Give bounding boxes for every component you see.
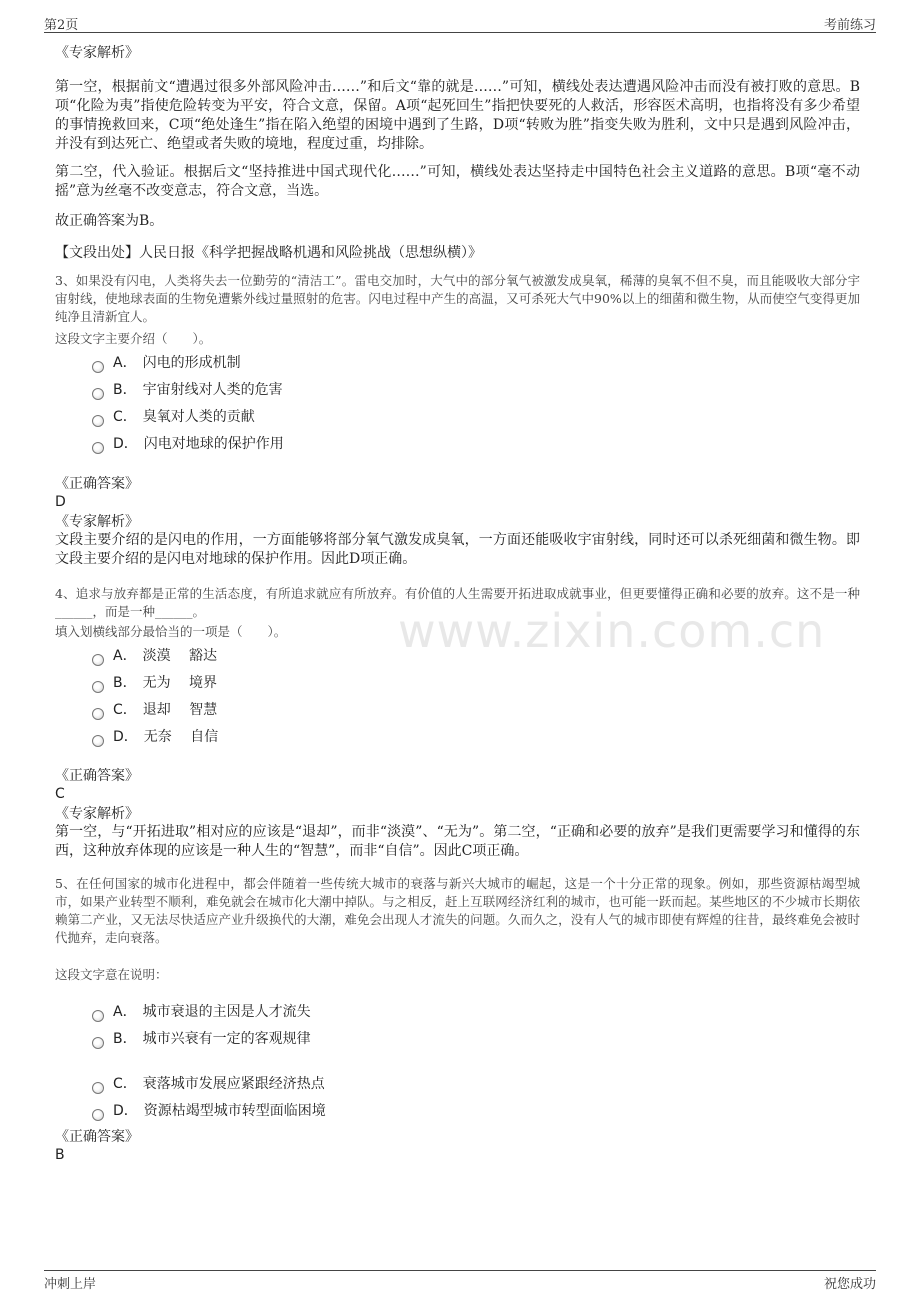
q4-option-d[interactable]: D． 无奈 自信: [92, 726, 218, 746]
footer-left-text: 冲刺上岸: [44, 1277, 97, 1292]
q5-answer: B: [55, 1147, 65, 1163]
q4-answer: C: [55, 786, 65, 802]
q3-option-d[interactable]: D． 闪电对地球的保护作用: [92, 433, 284, 453]
radio-icon[interactable]: [92, 708, 104, 720]
q5-option-a[interactable]: A． 城市衰退的主因是人才流失: [92, 1001, 311, 1021]
expert-analysis-label: 《专家解析》: [55, 806, 139, 822]
q4-option-b[interactable]: B． 无为 境界: [92, 672, 217, 692]
q3-answer: D: [55, 494, 66, 510]
footer-right-text: 祝您成功: [823, 1277, 876, 1292]
q3-option-b[interactable]: B． 宇宙射线对人类的危害: [92, 379, 283, 399]
radio-icon[interactable]: [92, 735, 104, 747]
correct-answer-label: 《正确答案》: [55, 476, 139, 492]
q3-stem: 3、如果没有闪电，人类将失去一位勤劳的“清洁工”。雷电交加时，大气中的部分氧气被激发成臭氧，稀薄的臭氧不但不臭，而且能吸收大部分宇宙射线，使地球表面的生物免遭紫外线过量照射的危害。闪电过程中产生的高温，又可杀死大气中90%以上的细菌和微生物，从而使空气变得更加纯净且清新宜人。: [55, 273, 860, 324]
page-header: [44, 10, 876, 33]
q3-option-c[interactable]: C． 臭氧对人类的贡献: [92, 406, 255, 426]
radio-icon[interactable]: [92, 681, 104, 693]
expert-analysis-label: 《专家解析》: [55, 514, 139, 530]
q4-option-c[interactable]: C． 退却 智慧: [92, 699, 217, 719]
radio-icon[interactable]: [92, 1010, 104, 1022]
radio-icon[interactable]: [92, 388, 104, 400]
q5-stem: 5、在任何国家的城市化进程中，都会伴随着一些传统大城市的衰落与新兴大城市的崛起，这是一个十分正常的现象。例如，那些资源枯竭型城市，如果产业转型不顺利，难免就会在城市化大潮中掉队。与之相反，赶上互联网经济红利的城市，也可能一跃而起。某些地区的不少城市长期依赖第二产业，又无法尽快适应产业升级换代的大潮，难免会出现人才流失的问题。久而久之，没有人气的城市即使有辉煌的往昔，最终难免会被时代抛弃，走向衰落。: [55, 876, 860, 945]
q4-option-a[interactable]: A． 淡漠 豁达: [92, 645, 217, 665]
q5-option-d[interactable]: D． 资源枯竭型城市转型面临困境: [92, 1100, 326, 1120]
radio-icon[interactable]: [92, 1109, 104, 1121]
q3-prompt: 这段文字主要介绍（ ）。: [55, 331, 212, 346]
header-title: 考前练习: [823, 18, 876, 33]
expert-analysis-label: 《专家解析》: [55, 45, 139, 61]
watermark: www.zixin.com.cn: [398, 604, 826, 658]
radio-icon[interactable]: [92, 361, 104, 373]
q2-analysis-para1: 第一空，根据前文“遭遇过很多外部风险冲击……”和后文“靠的就是……”可知，横线处表达遭遇风险冲击而没有被打败的意思。B项“化险为夷”指使危险转变为平安，符合文意，保留。A项“起死回生”指把快要死的人救活，形容医术高明，也指将没有多少希望的事情挽救回来，C项“绝处逢生”指在陷入绝望的困境中遇到了生路，D项“转败为胜”指变失败为胜利，文中只是遇到风险冲击，并没有到达死亡、绝望或者失败的境地，程度过重，均排除。: [55, 79, 860, 152]
q4-stem: 4、追求与放弃都是正常的生活态度，有所追求就应有所放弃。有价值的人生需要开拓进取成就事业，但更要懂得正确和必要的放弃。这不是一种______，而是一种______。: [55, 586, 860, 619]
q3-option-a[interactable]: A． 闪电的形成机制: [92, 352, 241, 372]
q2-conclusion: 故正确答案为B。: [55, 213, 164, 229]
page-footer: [44, 1270, 876, 1292]
q3-analysis: 文段主要介绍的是闪电的作用，一方面能够将部分氧气激发成臭氧，一方面还能吸收宇宙射线，同时还可以杀死细菌和微生物。即文段主要介绍的是闪电对地球的保护作用。因此D项正确。: [55, 532, 860, 567]
correct-answer-label: 《正确答案》: [55, 768, 139, 784]
radio-icon[interactable]: [92, 1082, 104, 1094]
radio-icon[interactable]: [92, 442, 104, 454]
q5-option-b[interactable]: B． 城市兴衰有一定的客观规律: [92, 1028, 311, 1048]
q5-option-c[interactable]: C． 衰落城市发展应紧跟经济热点: [92, 1073, 325, 1093]
radio-icon[interactable]: [92, 415, 104, 427]
q4-prompt: 填入划横线部分最恰当的一项是（ ）。: [55, 624, 287, 639]
radio-icon[interactable]: [92, 1037, 104, 1049]
correct-answer-label: 《正确答案》: [55, 1129, 139, 1145]
radio-icon[interactable]: [92, 654, 104, 666]
q5-prompt: 这段文字意在说明：: [55, 967, 168, 982]
q2-source: 【文段出处】人民日报《科学把握战略机遇和风险挑战（思想纵横）》: [55, 245, 482, 261]
page-number: 第2页: [44, 18, 79, 33]
q2-analysis-para2: 第二空，代入验证。根据后文“坚持推进中国式现代化……”可知，横线处表达坚持走中国特色社会主义道路的意思。B项“毫不动摇”意为丝毫不改变意志，符合文意，当选。: [55, 164, 860, 199]
q4-analysis: 第一空，与“开拓进取”相对应的应该是“退却”，而非“淡漠”、“无为”。第二空，“正确和必要的放弃”是我们更需要学习和懂得的东西，这种放弃体现的应该是一种人生的“智慧”，而非“自信”。因此C项正确。: [55, 824, 860, 859]
